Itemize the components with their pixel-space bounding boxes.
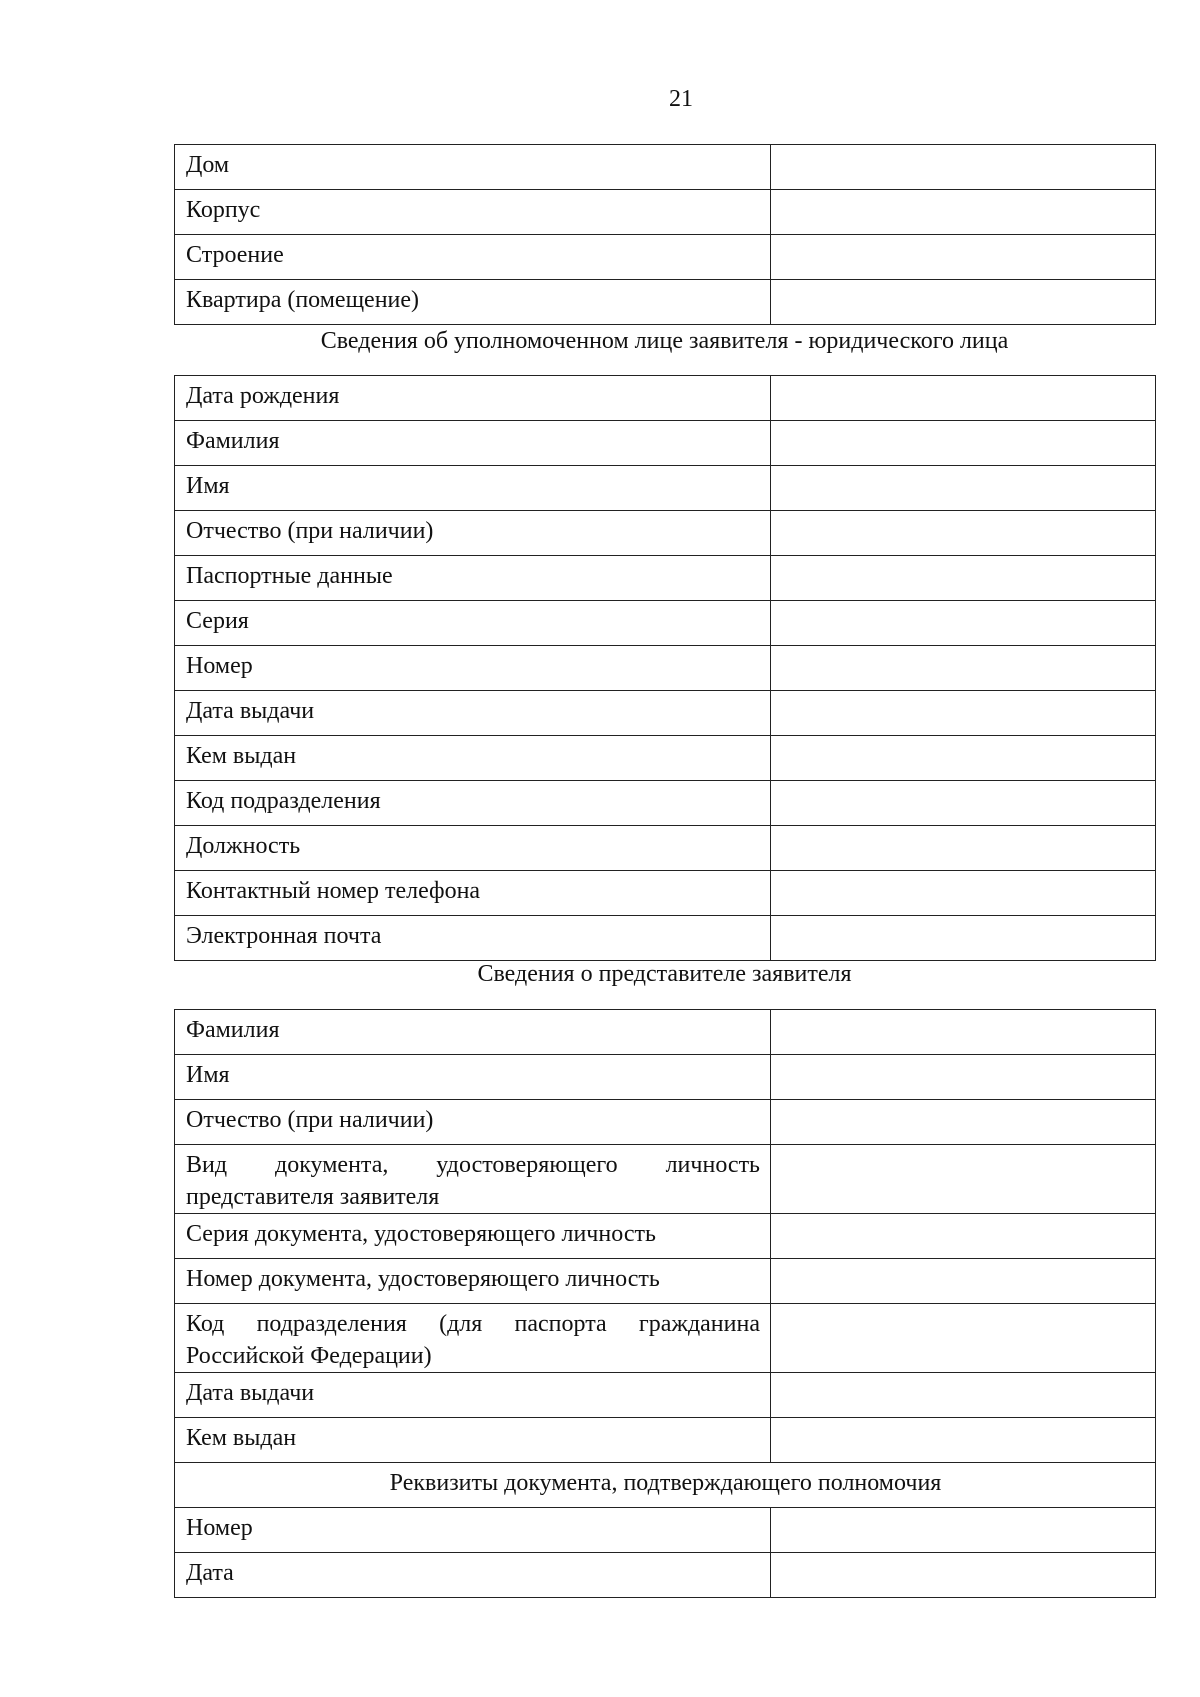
value-cell-house[interactable]	[771, 145, 1156, 190]
row-label-issued-by: Кем выдан	[175, 736, 771, 781]
value-cell-issue-date[interactable]	[771, 1373, 1156, 1418]
table-row	[175, 190, 1156, 235]
value-cell-passport-data[interactable]	[771, 556, 1156, 601]
row-label-id-document-number: Номер документа, удостоверяющего личность	[175, 1259, 771, 1304]
table-row	[175, 376, 1156, 421]
value-cell-id-document-number[interactable]	[771, 1259, 1156, 1304]
row-label-authority-number: Номер	[175, 1508, 771, 1553]
value-cell-authority-number[interactable]	[771, 1508, 1156, 1553]
table-row	[175, 646, 1156, 691]
table-row	[175, 1259, 1156, 1304]
authorized-person-table	[174, 375, 1156, 961]
table-row	[175, 145, 1156, 190]
table-row	[175, 1553, 1156, 1598]
row-label-patronymic: Отчество (при наличии)	[175, 1100, 771, 1145]
row-label-first-name: Имя	[175, 1055, 771, 1100]
value-cell-id-document-type[interactable]	[771, 1145, 1156, 1214]
representative-section-title: Сведения о представителе заявителя	[477, 961, 852, 987]
row-label-division-code: Код подразделения	[175, 781, 771, 826]
value-cell-structure[interactable]	[771, 235, 1156, 280]
value-cell-first-name[interactable]	[771, 1055, 1156, 1100]
table-row	[175, 1508, 1156, 1553]
value-cell-authority-date[interactable]	[771, 1553, 1156, 1598]
row-label-birth-date: Дата рождения	[175, 376, 771, 421]
row-label-id-document-series: Серия документа, удостоверяющего личность	[175, 1214, 771, 1259]
value-cell-email[interactable]	[771, 916, 1156, 961]
page-number: 21	[669, 86, 693, 112]
row-label-structure: Строение	[175, 235, 771, 280]
table-row	[175, 916, 1156, 961]
row-label-surname: Фамилия	[175, 421, 771, 466]
value-cell-number[interactable]	[771, 646, 1156, 691]
value-cell-surname[interactable]	[771, 421, 1156, 466]
table-row	[175, 691, 1156, 736]
row-label-series: Серия	[175, 601, 771, 646]
row-label-passport-data: Паспортные данные	[175, 556, 771, 601]
table-row	[175, 1418, 1156, 1463]
row-label-surname: Фамилия	[175, 1010, 771, 1055]
table-row	[175, 1373, 1156, 1418]
row-label-issue-date: Дата выдачи	[175, 691, 771, 736]
row-label-issue-date: Дата выдачи	[175, 1373, 771, 1418]
table-row	[175, 1100, 1156, 1145]
row-label-email: Электронная почта	[175, 916, 771, 961]
table-row	[175, 1010, 1156, 1055]
row-label-position: Должность	[175, 826, 771, 871]
table-row	[175, 1463, 1156, 1508]
row-label-first-name: Имя	[175, 466, 771, 511]
row-label-building: Корпус	[175, 190, 771, 235]
value-cell-birth-date[interactable]	[771, 376, 1156, 421]
address-table	[174, 144, 1156, 325]
table-row	[175, 556, 1156, 601]
row-label-number: Номер	[175, 646, 771, 691]
value-cell-position[interactable]	[771, 826, 1156, 871]
value-cell-surname[interactable]	[771, 1010, 1156, 1055]
row-label-house: Дом	[175, 145, 771, 190]
table-row	[175, 235, 1156, 280]
table-row	[175, 280, 1156, 325]
value-cell-patronymic[interactable]	[771, 511, 1156, 556]
authorized-person-section-title: Сведения об уполномоченном лице заявителя - юридического лица	[320, 328, 1009, 354]
authority-document-subheading: Реквизиты документа, подтверждающего полномочия	[175, 1463, 1156, 1508]
value-cell-first-name[interactable]	[771, 466, 1156, 511]
value-cell-building[interactable]	[771, 190, 1156, 235]
table-row	[175, 736, 1156, 781]
row-label-authority-date: Дата	[175, 1553, 771, 1598]
value-cell-id-document-series[interactable]	[771, 1214, 1156, 1259]
value-cell-apartment[interactable]	[771, 280, 1156, 325]
table-row	[175, 781, 1156, 826]
value-cell-issued-by[interactable]	[771, 736, 1156, 781]
table-row	[175, 511, 1156, 556]
value-cell-issued-by[interactable]	[771, 1418, 1156, 1463]
table-row	[175, 871, 1156, 916]
table-row	[175, 466, 1156, 511]
value-cell-division-code[interactable]	[771, 1304, 1156, 1373]
table-row	[175, 1055, 1156, 1100]
row-label-id-document-type: Вид документа, удостоверяющего личность представителя заявителя	[175, 1145, 771, 1214]
table-row	[175, 1304, 1156, 1373]
row-label-apartment: Квартира (помещение)	[175, 280, 771, 325]
value-cell-patronymic[interactable]	[771, 1100, 1156, 1145]
value-cell-phone[interactable]	[771, 871, 1156, 916]
table-row	[175, 826, 1156, 871]
table-row	[175, 421, 1156, 466]
table-row	[175, 1214, 1156, 1259]
representative-table	[174, 1009, 1156, 1598]
value-cell-series[interactable]	[771, 601, 1156, 646]
value-cell-division-code[interactable]	[771, 781, 1156, 826]
row-label-phone: Контактный номер телефона	[175, 871, 771, 916]
value-cell-issue-date[interactable]	[771, 691, 1156, 736]
table-row	[175, 601, 1156, 646]
table-row	[175, 1145, 1156, 1214]
row-label-patronymic: Отчество (при наличии)	[175, 511, 771, 556]
row-label-division-code: Код подразделения (для паспорта гражданина Российской Федерации)	[175, 1304, 771, 1373]
row-label-issued-by: Кем выдан	[175, 1418, 771, 1463]
